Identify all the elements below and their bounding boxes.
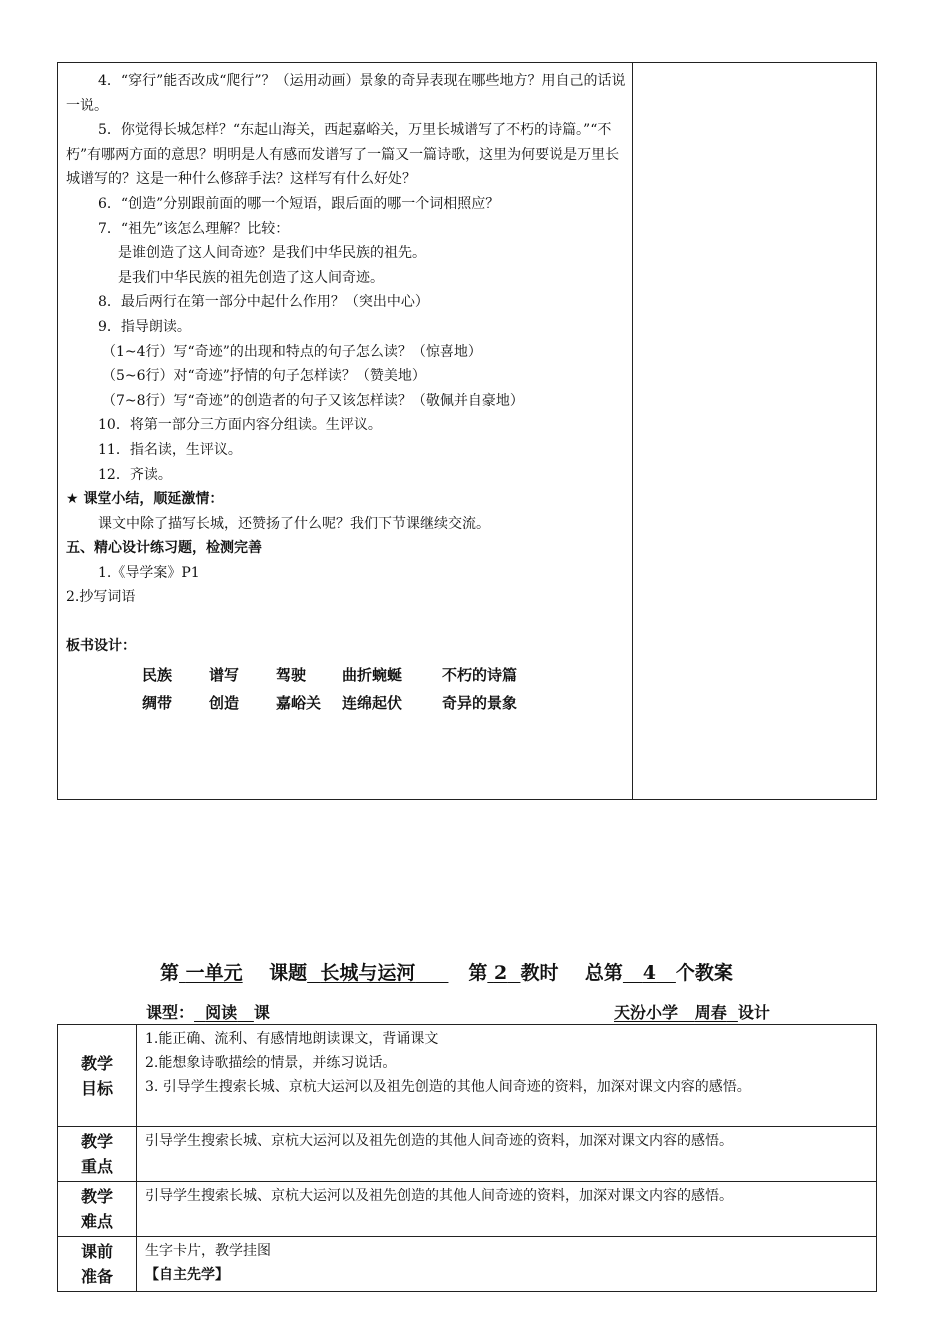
board-word: 连绵起伏 bbox=[342, 693, 403, 712]
type-value: 阅读 bbox=[205, 1003, 238, 1022]
step-10: 10．将第一部分三方面内容分组读。生评议。 bbox=[98, 417, 382, 434]
total-number: 4 bbox=[642, 962, 657, 984]
goals-label: 教学 目标 bbox=[58, 1025, 137, 1127]
board-design bbox=[66, 663, 626, 719]
unit-value: 一单元 bbox=[185, 962, 243, 984]
question-5: 5．你觉得长城怎样？“东起山海关，西起嘉峪关，万里长城谱写了不朽的诗篇。”“不朽”有哪两方面的意思？明明是人有感而发谱写了一篇又一篇诗歌，这里为何要说是万里长城谱写的？这是一种什么修辞手法？这样写有什么好处？ bbox=[66, 122, 620, 188]
exercise-item-2: 2.抄写词语 bbox=[66, 589, 136, 606]
self-study-heading: 【自主先学】 bbox=[145, 1267, 229, 1283]
reading-guide-1: （1~4行）写“奇迹”的出现和特点的句子怎么读？（惊喜地） bbox=[102, 343, 482, 360]
step-11: 11．指名读，生评议。 bbox=[98, 441, 242, 458]
prep-row bbox=[58, 1237, 877, 1292]
board-word: 谱写 bbox=[209, 665, 240, 684]
difficulty-row bbox=[58, 1182, 877, 1237]
label-design: 设计 bbox=[737, 1003, 770, 1022]
label-type-suffix: 课 bbox=[253, 1003, 270, 1022]
difficulty-label: 教学 难点 bbox=[58, 1182, 137, 1237]
prep-label: 课前 准备 bbox=[58, 1237, 137, 1292]
lesson-name: 长城与运河 bbox=[320, 962, 416, 984]
star-icon: ★ bbox=[66, 491, 79, 508]
board-word: 绸带 bbox=[142, 693, 173, 712]
reading-guide-3: （7~8行）写“奇迹”的创造者的句子又该怎样读？（敬佩并自豪地） bbox=[102, 392, 524, 409]
step-12: 12．齐读。 bbox=[98, 466, 172, 483]
compare-sentence-1: 是谁创造了这人间奇迹？是我们中华民族的祖先。 bbox=[118, 245, 426, 262]
label-period: 教时 bbox=[520, 962, 559, 984]
key-label: 教学 重点 bbox=[58, 1127, 137, 1182]
prep-materials: 生字卡片，教学挂图 bbox=[145, 1243, 271, 1259]
board-word: 民族 bbox=[142, 665, 173, 684]
period-number: 2 bbox=[493, 962, 508, 984]
board-word: 嘉峪关 bbox=[276, 693, 322, 712]
board-word: 不朽的诗篇 bbox=[442, 665, 518, 684]
designer-line bbox=[614, 1000, 770, 1023]
difficulty-cell: 引导学生搜索长城、京杭大运河以及祖先创造的其他人间奇迹的资料，加深对课文内容的感悟。 bbox=[137, 1182, 877, 1237]
goal-3: 3. 引导学生搜索长城、京杭大运河以及祖先创造的其他人间奇迹的资料，加深对课文内容的感悟。 bbox=[145, 1079, 751, 1095]
board-word: 曲折蜿蜒 bbox=[342, 665, 403, 684]
board-row-1 bbox=[66, 663, 626, 691]
reading-guide-2: （5~6行）对“奇迹”抒情的句子怎样读？（赞美地） bbox=[102, 368, 426, 385]
board-design-heading: 板书设计： bbox=[66, 638, 136, 655]
summary-text: 课文中除了描写长城，还赞扬了什么呢？我们下节课继续交流。 bbox=[98, 515, 490, 532]
label-di: 第 bbox=[160, 962, 180, 984]
teaching-process-cell bbox=[66, 69, 626, 719]
column-divider bbox=[632, 63, 633, 799]
lesson-type-line bbox=[146, 1000, 270, 1023]
label-total: 总第 bbox=[584, 962, 623, 984]
key-row bbox=[58, 1127, 877, 1182]
exercise-heading: 五、精心设计练习题，检测完善 bbox=[66, 540, 262, 557]
summary-heading-text: 课堂小结，顺延激情： bbox=[83, 491, 224, 508]
question-9: 9．指导朗读。 bbox=[98, 318, 191, 335]
board-word: 奇异的景象 bbox=[442, 693, 518, 712]
question-4: 4．“穿行”能否改成“爬行”？（运用动画）景象的奇异表现在哪些地方？用自己的话说一说。 bbox=[66, 73, 626, 114]
lesson-plan-table-top bbox=[57, 62, 877, 800]
summary-heading bbox=[66, 487, 626, 512]
key-cell: 引导学生搜索长城、京杭大运河以及祖先创造的其他人间奇迹的资料，加深对课文内容的感悟。 bbox=[137, 1127, 877, 1182]
question-7: 7．“祖先”该怎么理解？比较： bbox=[98, 220, 290, 237]
exercise-item-1: 1.《导学案》P1 bbox=[98, 564, 200, 581]
label-type: 课型： bbox=[146, 1003, 195, 1022]
goals-row bbox=[58, 1025, 877, 1127]
goal-1: 1.能正确、流利、有感情地朗读课文，背诵课文 bbox=[145, 1031, 439, 1047]
board-row-2 bbox=[66, 691, 626, 719]
school-name: 天汾小学 bbox=[614, 1003, 679, 1022]
goals-cell bbox=[137, 1025, 877, 1127]
label-keti: 课题 bbox=[269, 962, 308, 984]
question-8: 8．最后两行在第一部分中起什么作用？（突出中心） bbox=[98, 294, 429, 311]
lesson-title-line bbox=[160, 958, 840, 985]
prep-cell bbox=[137, 1237, 877, 1292]
board-word: 驾驶 bbox=[276, 665, 307, 684]
label-di-2: 第 bbox=[468, 962, 488, 984]
goal-2: 2.能想象诗歌描绘的情景，并练习说话。 bbox=[145, 1055, 397, 1071]
board-word: 创造 bbox=[209, 693, 240, 712]
compare-sentence-2: 是我们中华民族的祖先创造了这人间奇迹。 bbox=[118, 269, 384, 286]
question-6: 6．“创造”分别跟前面的哪一个短语，跟后面的哪一个词相照应？ bbox=[98, 195, 500, 212]
label-plan: 个教案 bbox=[675, 962, 733, 984]
teacher-name: 周春 bbox=[694, 1003, 727, 1022]
lesson-plan-table-bottom bbox=[57, 1024, 877, 1292]
